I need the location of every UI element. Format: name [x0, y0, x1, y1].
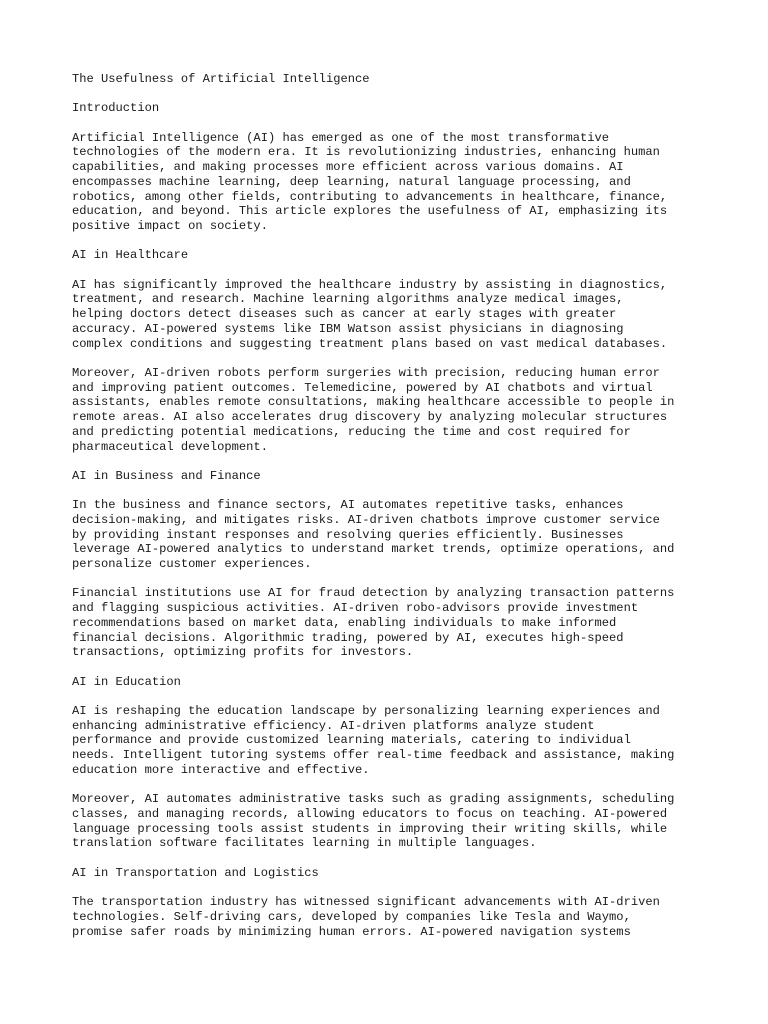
text-line: Moreover, AI-driven robots perform surgeries with precision, reducing human error	[72, 365, 660, 380]
heading-healthcare: AI in Healthcare	[72, 248, 189, 263]
text-line: recommendations based on market data, enabling individuals to make informed	[72, 615, 617, 630]
text-line: Moreover, AI automates administrative tasks such as grading assignments, scheduling	[72, 792, 675, 807]
paragraph-transportation-1	[72, 895, 722, 939]
text-line: and flagging suspicious activities. AI-driven robo-advisors provide investment	[72, 601, 639, 616]
paragraph-healthcare-2	[72, 366, 722, 454]
text-line: assistants, enables remote consultations, making healthcare accessible to people in	[72, 395, 675, 410]
text-line: positive impact on society.	[72, 219, 268, 233]
paragraph-business-2	[72, 586, 722, 660]
text-line: The transportation industry has witnessed significant advancements with AI-driven	[72, 895, 660, 910]
text-line: encompasses machine learning, deep learning, natural language processing, and	[72, 174, 631, 189]
text-line: technologies. Self-driving cars, developed by companies like Tesla and Waymo,	[72, 909, 631, 924]
text-line: financial decisions. Algorithmic trading, powered by AI, executes high-speed	[72, 630, 624, 645]
text-line: enhancing administrative efficiency. AI-driven platforms analyze student	[72, 718, 595, 733]
text-line: pharmaceutical development.	[72, 439, 268, 454]
text-line: promise safer roads by minimizing human errors. AI-powered navigation systems	[72, 924, 631, 939]
text-line: leverage AI-powered analytics to understand market trends, optimize operations, and	[72, 542, 675, 557]
text-line: performance and provide customized learning materials, catering to individual	[72, 733, 631, 748]
heading-education: AI in Education	[72, 674, 181, 689]
text-line: AI is reshaping the education landscape by personalizing learning experiences and	[72, 704, 660, 719]
text-line: capabilities, and making processes more efficient across various domains. AI	[72, 160, 624, 175]
text-line: translation software facilitates learning in multiple languages.	[72, 836, 537, 851]
text-line: transactions, optimizing profits for investors.	[72, 645, 414, 660]
text-line: helping doctors detect diseases such as cancer at early stages with greater	[72, 307, 617, 322]
paragraph-healthcare-1	[72, 278, 722, 352]
text-line: robotics, among other fields, contributing to advancements in healthcare, finance,	[72, 189, 668, 204]
text-line: education more interactive and effective.	[72, 762, 370, 777]
text-line: AI has significantly improved the healthcare industry by assisting in diagnostics,	[72, 277, 668, 292]
heading-transportation: AI in Transportation and Logistics	[72, 865, 319, 880]
document-page	[72, 72, 722, 954]
text-line: by providing instant responses and resolving queries efficiently. Businesses	[72, 527, 624, 542]
text-line: education, and beyond. This article explores the usefulness of AI, emphasizing its	[72, 204, 668, 219]
text-line: treatment, and research. Machine learning algorithms analyze medical images,	[72, 292, 624, 307]
paragraph-education-2	[72, 792, 722, 851]
text-line: complex conditions and suggesting treatment plans based on vast medical databases.	[72, 336, 668, 351]
text-line: Financial institutions use AI for fraud detection by analyzing transaction patterns	[72, 586, 675, 601]
text-line: accuracy. AI-powered systems like IBM Watson assist physicians in diagnosing	[72, 321, 624, 336]
heading-introduction: Introduction	[72, 101, 160, 116]
text-line: needs. Intelligent tutoring systems offer real-time feedback and assistance, making	[72, 748, 675, 763]
document-title: The Usefulness of Artificial Intelligence	[72, 72, 370, 86]
text-line: In the business and finance sectors, AI automates repetitive tasks, enhances	[72, 498, 624, 513]
paragraph-education-1	[72, 704, 722, 778]
text-line: classes, and managing records, allowing educators to focus on teaching. AI-powered	[72, 806, 668, 821]
text-line: and predicting potential medications, reducing the time and cost required for	[72, 424, 631, 439]
text-line: and improving patient outcomes. Telemedicine, powered by AI chatbots and virtual	[72, 380, 653, 395]
text-line: personalize customer experiences.	[72, 557, 312, 572]
paragraph-business-1	[72, 498, 722, 572]
paragraph-introduction	[72, 131, 722, 234]
text-line: language processing tools assist students in improving their writing skills, while	[72, 821, 668, 836]
heading-business-finance: AI in Business and Finance	[72, 468, 261, 483]
text-line: technologies of the modern era. It is revolutionizing industries, enhancing human	[72, 145, 660, 160]
text-line: remote areas. AI also accelerates drug discovery by analyzing molecular structures	[72, 410, 668, 425]
text-line: decision-making, and mitigates risks. AI-driven chatbots improve customer service	[72, 512, 660, 527]
text-line: Artificial Intelligence (AI) has emerged as one of the most transformative	[72, 130, 610, 145]
